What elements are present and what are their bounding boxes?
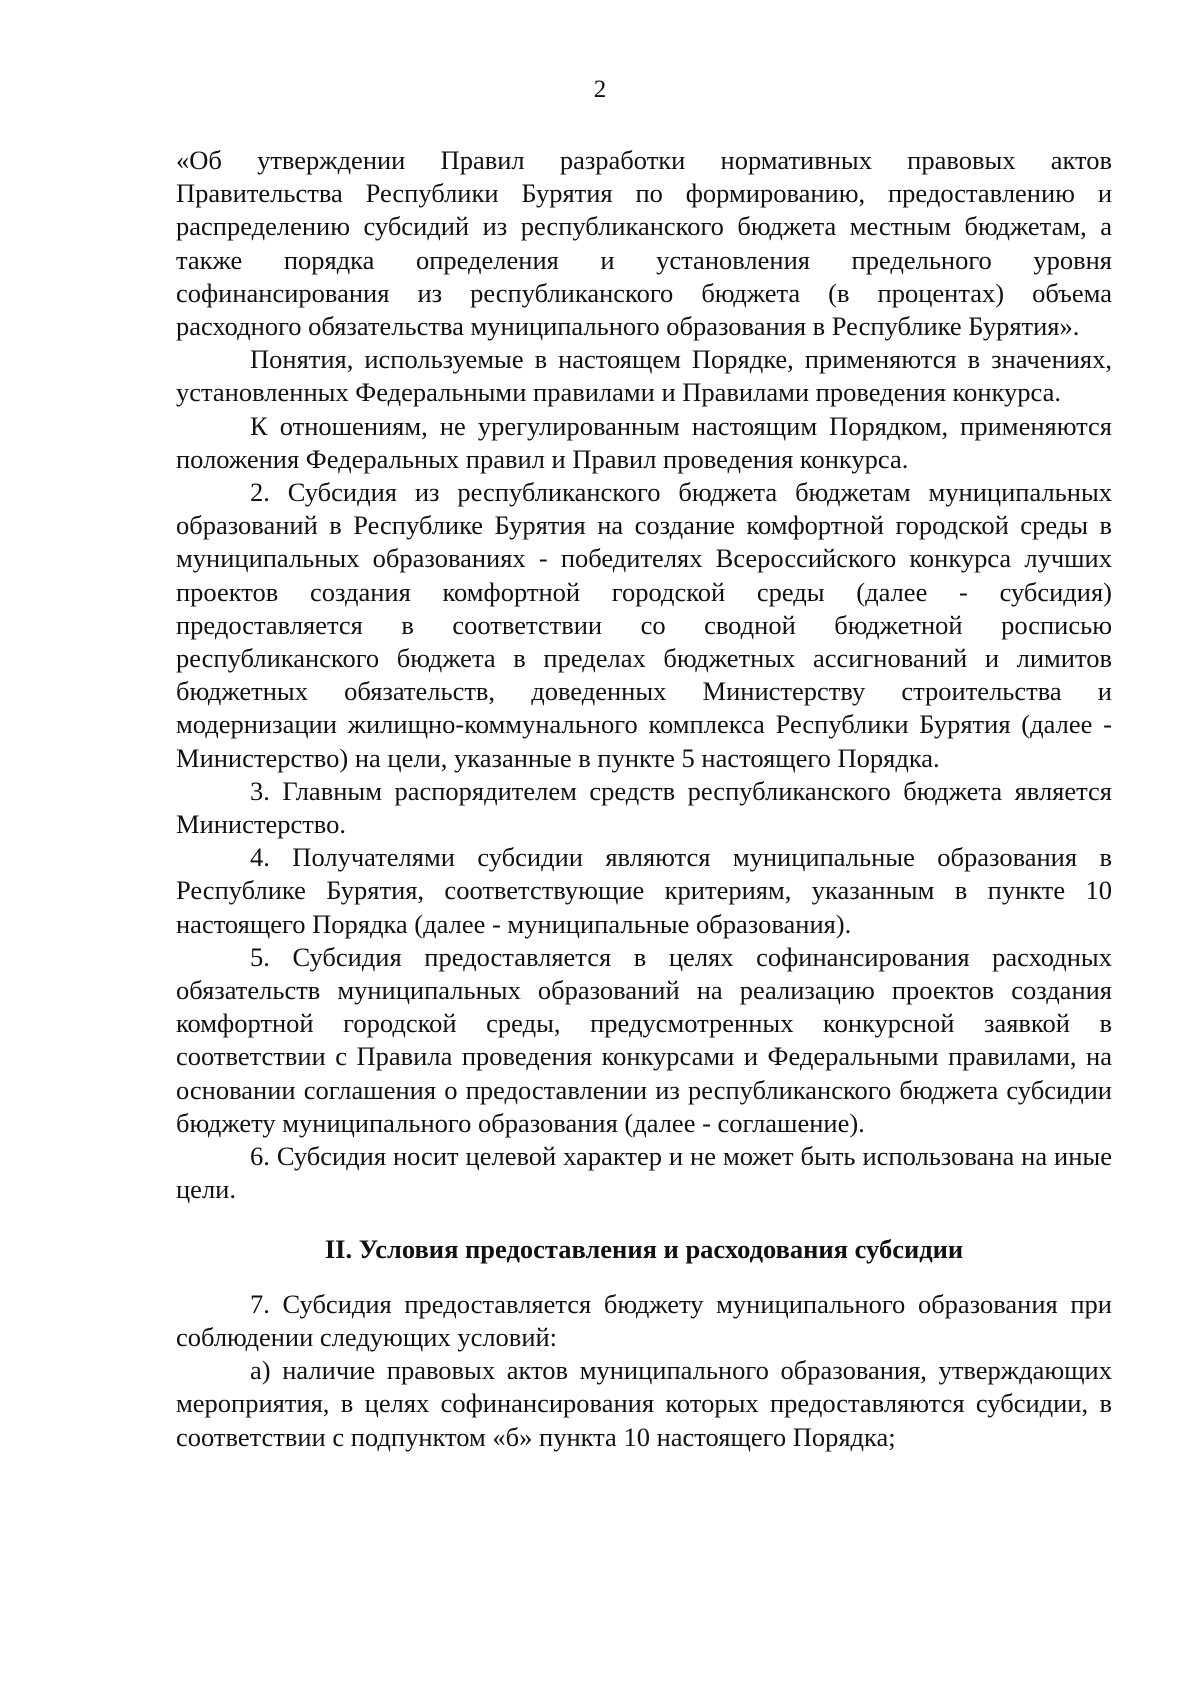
paragraph-decree-title: «Об утверждении Правил разработки нормативных правовых актов Правительства Республики Бурятия по формированию, предоставлению и распределению субсидий из республиканского бюджета местным бюджетам, а также порядка определения и установления предельного уровня софинансирования из республиканского бюджета (в процентах) объема расходного обязательства муниципального образования в Республике Бурятия».	[176, 145, 1112, 342]
paragraph-item-3: 3. Главным распорядителем средств республиканского бюджета является Министерство.	[176, 775, 1112, 840]
paragraph-terms: Понятия, используемые в настоящем Порядке, применяются в значениях, установленных Федеральными правилами и Правилами проведения конкурса.	[176, 344, 1112, 408]
paragraph-item-7a: а) наличие правовых актов муниципального образования, утверждающих мероприятия, в целях софинансирования которых предоставляются субсидии, в соответствии с подпунктом «б» пункта 10 настоящего Порядка;	[176, 1355, 1112, 1452]
section-heading: II. Условия предоставления и расходования субсидии	[324, 1233, 964, 1264]
paragraph-unregulated-relations: К отношениям, не урегулированным настоящим Порядком, применяются положения Федеральных правил и Правил проведения конкурса.	[176, 410, 1112, 474]
paragraph-item-4: 4. Получателями субсидии являются муниципальные образования в Республике Бурятия, соответствующие критериям, указанным в пункте 10 настоящего Порядка (далее - муниципальные образования).	[176, 842, 1112, 939]
page-number: 2	[593, 76, 607, 103]
paragraph-item-6: 6. Субсидия носит целевой характер и не может быть использована на иные цели.	[176, 1141, 1112, 1205]
document-body	[176, 144, 1112, 1454]
paragraph-item-7: 7. Субсидия предоставляется бюджету муниципального образования при соблюдении следующих условий:	[176, 1288, 1112, 1352]
paragraph-item-2: 2. Субсидия из республиканского бюджета бюджетам муниципальных образований в Республике Бурятия на создание комфортной городской среды в муниципальных образованиях - победителях Всероссийского конкурса лучших проектов создания комфортной городской среды (далее - субсидия) предоставляется в соответствии со сводной бюджетной росписью республиканского бюджета в пределах бюджетных ассигнований и лимитов бюджетных обязательств, доведенных Министерству строительства и модернизации жилищно-коммунального комплекса Республики Бурятия (далее - Министерство) на цели, указанные в пункте 5 настоящего Порядка.	[176, 477, 1112, 773]
paragraph-item-5: 5. Субсидия предоставляется в целях софинансирования расходных обязательств муниципальных образований на реализацию проектов создания комфортной городской среды, предусмотренных конкурсной заявкой в соответствии с Правила проведения конкурсами и Федеральными правилами, на основании соглашения о предоставлении из республиканского бюджета субсидии бюджету муниципального образования (далее - соглашение).	[176, 941, 1112, 1138]
